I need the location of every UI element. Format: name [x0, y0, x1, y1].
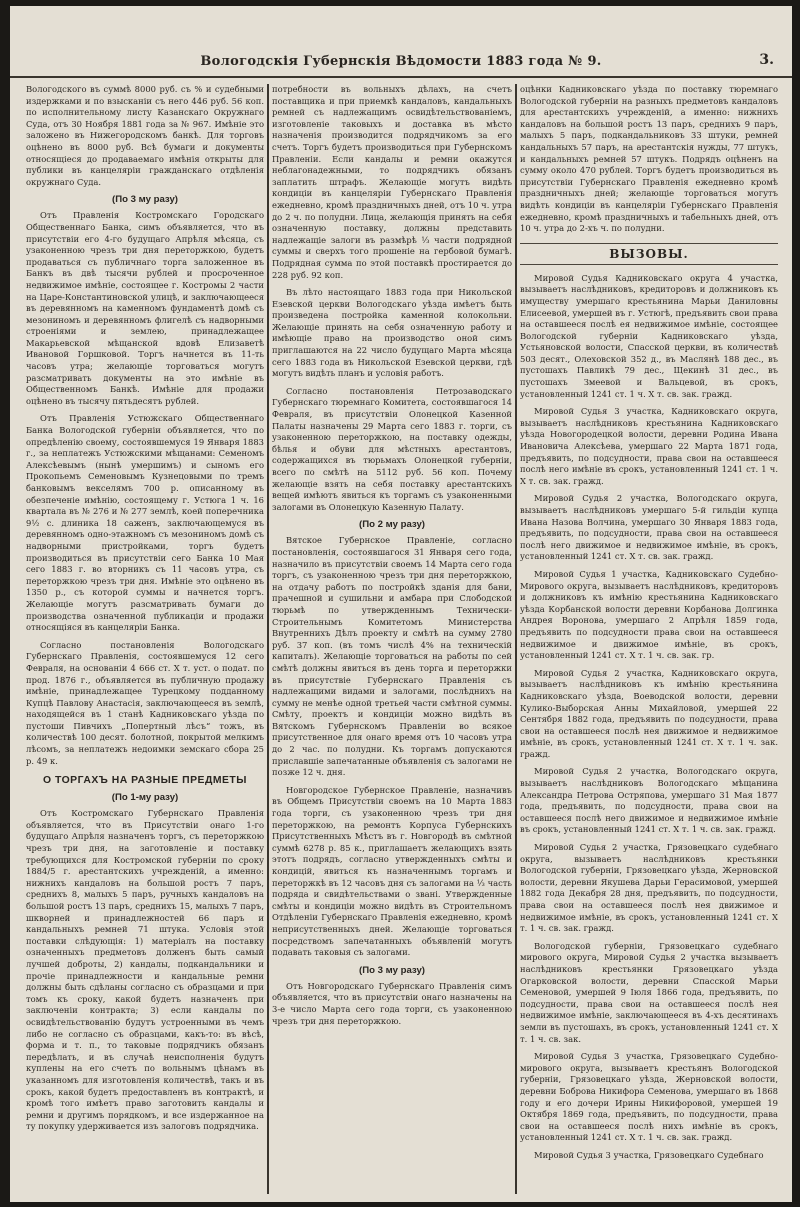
section-subheading: (По 3 му разу) [359, 964, 425, 976]
notice-paragraph: Отъ Новгородскаго Губернскаго Правленія симъ объявляется, что въ присутствіи онаго назначены на 3-е число Марта сего года торги, съ узаконенною чрезъ три дня переторжкою. [272, 980, 512, 1026]
section-title-summons: ВЫЗОВЫ. [520, 243, 778, 265]
section-subheading: (По 1-му разу) [111, 792, 179, 804]
notice-paragraph: Согласно постановленія Вологодскаго Губернскаго Правленія, состоявшемуся 12 сего Февраля, на основаніи 4 666 ст. Х т. уст. о подат. по прод. 1876 г., объявляется въ публичную продажу имѣніе, принадлежащее Турецкому подданному Купцѣ Павлову Анастасія, заключающееся въ землѣ, находящейся въ 1 станѣ Кадниковскаго уѣзда по пустоши Пивчихъ „Попертный лѣсъ“ тожъ, въ количествѣ 100 десят. болотной, покрытой мелкимъ лѣсомъ, за неплатежъ недоимки земскаго сбора 25 р. 49 к. [26, 639, 264, 766]
section-subheading: (По 2 му разу) [359, 519, 425, 531]
notice-paragraph: оцѣнки Кадниковскаго уѣзда по поставку тюремнаго Вологодской губерніи на разныхъ предметовъ кандаловъ для арестантскихъ учрежденій, а именно: нижнихъ кандаловъ на большой ростъ 13 паръ, среднихъ 9 паръ, малыхъ 5 паръ, подкандальниковъ 33 штуки, ремней кандальныхъ 57 паръ, на арестантскія нужды, 77 штукъ, и кандальныхъ ремней 57 штукъ. Подрядъ оцѣненъ на сумму около 470 рублей. Торгъ будетъ производиться въ присутствіи Губернскаго Правленія ежедневно кромѣ праздничныхъ дней; желающіе торговаться могутъ видѣть кондиціи въ канцеляріи Губернскаго Правленія ежедневно, кромѣ праздничныхъ и табельныхъ дней, отъ 10 ч. утра до 2-хъ ч. по полудни. [520, 84, 778, 234]
notice-paragraph: Мировой Судья 1 участка, Кадниковскаго Судебно-Мирового округа, вызываетъ наслѣдниковъ, кредиторовъ и должниковъ къ имѣнію крестьянина Кадниковскаго уѣзда Корбанской волости деревни Корбанова Долгинка Андрея Воронова, умершаго 2 Апрѣля 1859 года, предъявить по подсудности права свои на оставшееся недвижимое и движимое имѣніе, въ срокъ, установленный 1241 ст. Х т. 1 ч. св. зак. гр. [520, 568, 778, 661]
column-3 [520, 84, 778, 1194]
notice-paragraph: Въ лѣто настоящаго 1883 года при Никольской Езевской церкви Вологодскаго уѣзда имѣетъ быть произведена постройка каменной колокольни. Желающіе принять на себя означенную работу и имѣющіе право на производство оной симъ приглашаются на 22 число будущаго Марта мѣсяца сего 1883 года въ Никольской Езевской церкви, гдѣ могутъ видѣть планъ и условія работъ. [272, 287, 512, 379]
notice-paragraph: Отъ Правленія Устюжскаго Общественнаго Банка Вологодской губерніи объявляется, что по опредѣленію своему, состоявшемуся 19 Января 1883 г., за неплатежъ Устюжскими мѣщанами: Семеномъ Алексѣевымъ (нынѣ умершимъ) и сыномъ его Прокопьемъ Семеновымъ Кузнецовыми по тремъ банковымъ векселямъ 700 р. описанному въ обезпеченіе имѣнію, состоящему г. Устюга 1 ч. 16 квартала въ № 276 и № 277 землѣ, коей поперечника 9½ с. длиника 18 саженъ, заключающемуся въ деревянномъ одно-этажномъ съ мезониномъ домѣ съ надворными пристройками, торгъ будетъ производиться въ присутствіи сего Банка 10 Мая сего 1883 г. во вторникъ съ 11 часовъ утра, съ переторжкою чрезъ три дня. Имѣніе это оцѣнено въ 1350 р., съ которой суммы и начнется торгъ. Желающіе могутъ разсматривать бумаги до производства означенной публикаціи и продажи относящіяся въ канцеляріи Банка. [26, 413, 264, 633]
notice-paragraph: Отъ Костромскаго Губернскаго Правленія объявляется, что въ Присутствіи онаго 1-го будущаго Апрѣля назначенъ торгъ, съ переторжкою чрезъ три дня, на заготовленіе и поставку требующихся для Костромской губерніи по сроку 1884/5 г. арестантскихъ учрежденій, а именно: нижнихъ кандаловъ на большой ростъ 7 паръ, среднихъ 8, малыхъ 5 паръ, ручныхъ кандаловъ на большой ростъ 13 паръ, среднихъ 15, малыхъ 7 паръ, шкворней и принадлежностей 66 паръ и кандальныхъ ремней 71 штука. Условія этой поставки слѣдующія: 1) матеріалъ на поставку означенныхъ предметовъ долженъ быть самый лучшей доброты, 2) кандалы, подкандальники и прочіе принадлежности и кандальные ремни должны быть сдѣланы согласно съ образцами и при томъ къ сроку, какой будетъ назначенъ при заключеніи контракта; 3) если кандалы по освидѣтельствованію будутъ устроенными въ чемъ либо не согласно съ образцами, какъ-то: въ вѣсѣ, форма и т. п., то таковые подрядчикъ обязанъ передѣлать, и въ случаѣ неисполненія будутъ куплены на его счетъ по вольнымъ цѣнамъ въ указанномъ для изготовленія количествѣ, такъ и въ срокъ, какой будетъ предоставленъ въ контрактѣ, и кромѣ того имѣетъ право заготовить кандалы и ремни и другимъ порядкомъ, и все издержанное на ту покупку удерживается изъ залоговъ подрядчика. [26, 808, 264, 1132]
notice-paragraph: Мировой Судья 2 участка, Вологодскаго округа, вызываетъ наслѣдниковъ Вологодскаго мѣщанина Александра Петрова Остряпова, умершаго 31 Мая 1877 года, предъявить, по подсудности, права свои на оставшееся послѣ него движимое и недвижимое имѣніе въ срокъ, установленный 1241 ст. Х т. 1 ч. св. зак. гражд. [520, 766, 778, 835]
column-divider [515, 84, 517, 1194]
section-subheading: (По 3 му разу) [112, 194, 178, 206]
notice-paragraph: Новгородское Губернское Правленіе, назначивъ въ Общемъ Присутствіи своемъ на 10 Марта 1883 года торги, съ узаконенною чрезъ три дня переторжкою, на ремонтъ Корпуса Губернскихъ Присутственныхъ Мѣстъ въ г. Новгородѣ въ смѣтной суммѣ 6278 р. 85 к., приглашаетъ желающихъ взять этотъ подрядъ, согласно утвержденныхъ смѣты и кондицій, явиться къ назначеннымъ торгамъ и переторжкѣ въ 12 часовъ дня съ залогами на ⅓ часть подряда и свидѣтельствами о звані. Утвержденные смѣты и кондиціи можно видѣть въ Строительномъ Отдѣленіи Губернскаго Правленія ежедневно, кромѣ неприсутственныхъ дней. Желающіе торговаться посредствомъ запечатанныхъ объявленій могутъ подавать таковыя съ залогами. [272, 784, 512, 958]
column-divider [267, 84, 269, 1194]
notice-paragraph: потребности въ вольныхъ дѣлахъ, на счетъ поставщика и при приемкѣ кандаловъ, кандальныхъ ремней съ надлежащимъ освидѣтельствованіемъ, изготовленіе таковыхъ и доставка въ мѣсто назначенія производится подрядчикомъ за его счетъ. Торгъ будетъ производиться при Губернскомъ Правленіи. Если кандалы и ремни окажутся неблагонадежными, то подрядчикъ обязанъ заплатить штрафъ. Желающіе могутъ видѣть кондиціи въ канцеляріи Губернскаго Правленія ежедневно, кромѣ праздничныхъ дней, отъ 10 ч. утра до 2 ч. по полудни. Лица, желающія принять на себя означенную поставку, должны представить надлежащіе залоги въ размѣрѣ ⅓ части подрядной суммы и сверхъ того прошеніе на гербовой бумагѣ. Подрядная сумма по этой поставкѣ простирается до 228 руб. 92 коп. [272, 84, 512, 280]
notice-paragraph: Мировой Судья 3 участка, Грязовецкаго Судебнаго [534, 1149, 764, 1160]
notice-paragraph: Мировой Судья 2 участка, Грязовецкаго судебнаго округа, вызываетъ наслѣдниковъ крестьянки Вологодской губерніи, Грязовецкаго уѣзда, Жерновской волости, деревни Якушева Дарьи Герасимовой, умершей 1882 года Декабря 28 дня, предъявить, по подсудности, права свои на оставшееся послѣ нея движимое и недвижимое имѣніе, въ срокъ, установленный 1241 ст. Х т. 1 ч. св. зак. гражд. [520, 842, 778, 934]
newspaper-page [10, 6, 792, 1202]
notice-paragraph: Мировой Судья 3 участка, Грязовецкаго Судебно-мирового округа, вызываетъ крестьянъ Вологодской губерніи, Грязовецкаго уѣзда, Жерновской волости, деревни Боброва Никифора Семенова, умершаго въ 1868 году и его дочери Ирины Никифоровой, умершей 19 Октября 1869 года, предъявить, по подсудности, права свои на оставшееся послѣ нихъ имѣніе въ срокъ, установленный 1241 ст. Х т. 1 ч. св. зак. гражд. [520, 1051, 778, 1143]
page-number: 3. [759, 52, 774, 68]
notice-paragraph: Мировой Судья Кадниковскаго округа 4 участка, вызываетъ наслѣдниковъ, кредиторовъ и должниковъ къ имуществу умершаго крестьянина Марьи Даниловны Елисеевой, умершей въ г. Устюгѣ, предъявить свои права на оставшееся послѣ ея недвижимое имѣніе, состоящее Вологодской губерніи Кадниковскаго уѣзда, Устьяновской волости, Спасской церкви, въ количествѣ 503 десят., Олеховской 352 д., въ Маслянѣ 188 дес., въ пустошахъ Павликѣ 79 дес., Щекинѣ 31 дес., въ пустошахъ Змеевой и Вальцевой, въ срокъ, установленный 1241 ст. 1 ч. Х т. св. зак. гражд. [520, 272, 778, 399]
page-header [10, 50, 792, 78]
notice-paragraph: Согласно постановленія Петрозаводскаго Губернскаго тюремнаго Комитета, состоявшагося 14 Февраля, въ присутствіи Олонецкой Казенной Палаты назначены 29 Марта сего 1883 г. торги, съ узаконенною переторжкою, на поставку одежды, бѣлья и обуви для мѣстныхъ арестантовъ, содержащихся въ тюрьмахъ Олонецкой губерніи, всего по смѣтѣ на 5112 руб. 56 коп. Почему желающіе взять на себя поставку арестантскихъ вещей имѣютъ явиться къ торгамъ съ узаконенными залогами въ Олонецкую Казенную Палату. [272, 385, 512, 512]
notice-paragraph: Вологодского въ суммѣ 8000 руб. съ % и судебными издержками и по взысканіи съ него 446 руб. 56 коп. по исполнительному листу Казанскаго Окружнаго Суда, отъ 30 Ноября 1881 года за № 967. Имѣніе это заложено въ Нижегородскомъ банкѣ. Для торговъ оцѣнено въ 8000 руб. Всѣ бумаги и документы относящіеся до продаваемаго имѣнія открыты для публики въ канцеляріи гражданскаго отдѣленія окружнаго Суда. [26, 84, 264, 187]
column-1 [26, 84, 264, 1194]
notice-paragraph: Мировой Судья 3 участка, Кадниковскаго округа, вызываетъ наслѣдниковъ крестьянина Кадниковскаго уѣзда Новогородецкой волости, деревни Родина Ивана Ивановича Алексѣева, умершаго 22 Марта 1871 года, предъявить, по подсудности, права свои на оставшееся послѣ него имѣніе въ срокъ, установленный 1241 ст. 1 ч. Х т. св. зак. гражд. [520, 406, 778, 486]
notice-paragraph: Отъ Правленія Костромскаго Городскаго Общественнаго Банка, симъ объявляется, что въ присутствіи его 4-го будущаго Апрѣля мѣсяца, съ узаконенною чрезъ три дня переторжкою, будетъ продаваться съ публичнаго торга заложенное въ Банкъ въ двѣ тысячи рублей и просроченное недвижимое имѣніе, состоящее г. Костромы 2 части на Царе-Константиновской улицѣ, и заключающееся въ деревянномъ на каменномъ фундаментѣ домѣ съ мезониномъ и деревянномъ флигелѣ съ надворными строеніями и землею, принадлежащее Макарьевской мѣщанской вдовѣ Елизаветѣ Ивановой Горшковой. Торгъ начнется въ 11-ть часовъ утра; желающіе торговаться могутъ разсматривать документы на это имѣніе въ Общественномъ Банкѣ. Имѣніе для продажи оцѣнено въ тысячу пятьдесятъ рублей. [26, 210, 264, 406]
section-heading: О ТОРГАХЪ НА РАЗНЫЕ ПРЕДМЕТЫ [43, 775, 247, 787]
page-title: Вологодскія Губернскія Вѣдомости 1883 года № 9. [200, 54, 602, 69]
notice-paragraph: Вологодской губерніи, Грязовецкаго судебнаго мирового округа, Мировой Судья 2 участка вызываетъ наслѣдниковъ крестьянки Грязовецкаго уѣзда Огарковской волости, деревни Спасской Марьи Семеновой, умершей 9 Іюля 1866 года, предъявить, по подсудности, права свои на оставшееся послѣ нея недвижимое имѣніе, заключающееся въ 4-хъ десятинахъ земли въ пустошахъ, въ срокъ, установленный 1241 ст. Х т. 1 ч. св. зак. [520, 940, 778, 1044]
notice-paragraph: Мировой Судья 2 участка, Кадниковскаго округа, вызываетъ наслѣдниковъ къ имѣнію крестьянина Кадниковскаго уѣзда, Воеводской волости, деревни Кулико-Выборская Анны Михайловой, умершей 22 Сентября 1882 года, предъявить по подсудности, права свои на оставшееся послѣ нея движимое и недвижимое имѣніе, въ срокъ, установленный 1241 ст. Х т. 1 ч. зак. гражд. [520, 667, 778, 759]
notice-paragraph: Вятское Губернское Правленіе, согласно постановленія, состоявшагося 31 Января сего года, назначило въ присутствіи своемъ 14 Марта сего года торгъ, съ узаконенною чрезъ три дня переторжкою, на отдачу работъ по постройкѣ зданія для бани, прачешной и сушильни и амбара при Слободской тюрьмѣ по утвержденнымъ Технически-Строительнымъ Комитетомъ Министерства Внутреннихъ Дѣлъ проекту и смѣтѣ на сумму 2780 руб. 37 коп. (въ томъ числѣ 4% на техническій капиталъ). Желающіе торговаться на работы по сей смѣтѣ должны явиться въ день торга и переторжки въ присутствіе Губернскаго Правленія съ надлежащими видами и залогами, послѣднихъ на сумму не менѣе одной третьей части смѣтной суммы. Смѣту, проектъ и кондиціи можно видѣть въ Вятскомъ Губернскомъ Правленіи во всякое присутственное для онаго время отъ 10 часовъ утра до 2 час. по полудни. Къ торгамъ допускаются приславшіе запечатанные объявленія съ залогами не позже 12 ч. дня. [272, 535, 512, 778]
column-2 [272, 84, 512, 1194]
notice-paragraph: Мировой Судья 2 участка, Вологодскаго округа, вызываетъ наслѣдниковъ умершаго 5-й гильдіи купца Ивана Назова Волчина, умершаго 30 Января 1883 года, предъявить, по подсудности, права свои на оставшееся послѣ него движимое и недвижимое имѣніе, въ срокъ, установленный 1241 ст. Х т. св. зак. гражд. [520, 493, 778, 562]
